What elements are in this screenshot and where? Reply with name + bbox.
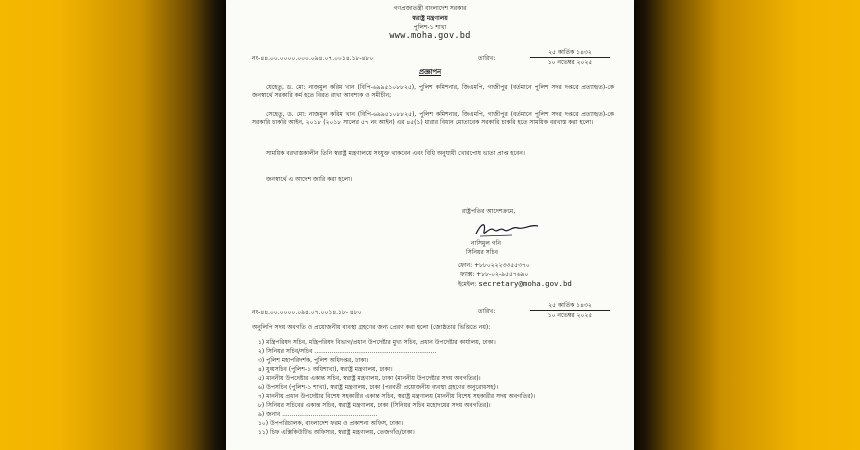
recipient-item: ৪) যুগ্মসচিব (পুলিশ-১ অধিশাখা), স্বরাষ্ট্র মন্ত্রণালয়, ঢাকা। <box>258 366 393 373</box>
signatory-designation: সিনিয়র সচিব <box>466 249 498 256</box>
copy-date-divider <box>530 310 610 311</box>
date-english: ১০ নভেম্বর ২০২৫ <box>547 59 593 66</box>
copy-memo-number: নং-৪৪.০০.০০০০.০৯৪.০৭.০০১৪.১৮- ৪৮০ <box>252 309 362 316</box>
recipient-item: ৭) মাননীয় প্রধান উপদেষ্টার বিশেষ সহকারীর একান্ত সচিব, স্বরাষ্ট্র মন্ত্রণালয় (মাননীয় বিশেষ সহকারীর সদয় অবগতির)। <box>258 393 536 400</box>
recipient-item: ৫) মাননীয় উপদেষ্টার একান্ত সচিব, স্বরাষ্ট্র মন্ত্রণালয়, ঢাকা (মাননীয় উপদেষ্টার সদয় অবগতির)। <box>258 375 481 382</box>
paragraph-public-interest: জনস্বার্থে এ আদেশ জারি করা হলো। <box>266 176 353 183</box>
copy-date-label: তারিখ: <box>478 308 496 315</box>
signatory-email: secretary@moha.gov.bd <box>478 279 572 288</box>
paragraph-allowance: সাময়িক বরখাস্তকালীন তিনি স্বরাষ্ট্র মন্ত্রণালয়ে সংযুক্ত থাকবেন এবং বিধি অনুযায়ী খোরপোষ ভাতা প্রাপ্ত হবেন। <box>266 150 525 157</box>
date-divider <box>530 57 610 58</box>
recipient-item: ৮) সিনিয়র সচিবের একান্ত সচিব, স্বরাষ্ট্র মন্ত্রণালয়, ঢাকা (সিনিয়র সচিব মহোদয়ের সদয় অবগতির)। <box>258 402 491 409</box>
recipient-item: ১০) উপপরিচালক, বাংলাদেশ ফরম ও প্রকাশনা অফিস, ঢাকা। <box>258 420 403 427</box>
recipient-item: ৯) জনাব .................................................. <box>258 411 378 418</box>
recipient-item: ৬) উপসচিব (পুলিশ-১ শাখা), স্বরাষ্ট্র মন্ত্রণালয়, ঢাকা (পরবর্তী প্রয়োজনীয় ব্যবস্থা গ্রহণের অনুরোধসহ)। <box>258 384 498 391</box>
signatory-name: নাসিমুল গনি <box>471 240 501 247</box>
signatory-fax: ফ্যাক্স: +৮৮-০২-৯৫৫৭৬৯০ <box>460 271 529 278</box>
date-label: তারিখ: <box>478 55 496 62</box>
signatory-phone: ফোন: +৮৮০২২২৩৩৫৫৩৭০ <box>458 262 530 269</box>
recipient-item: ২) সিনিয়র সচিব/সচিব ................................................................ <box>258 348 437 355</box>
paragraph-suspension: সেহেতু, ড. মো: নাজমুল করিম খান (বিপি-৬৯৯৫১০৮৮২৫), পুলিশ কমিশনার, জিএমপি, গাজীপুর (বর্তমানে পুলিশ সদর দপ্তরে প্রত্যাহৃত)-কে সরকারি চাকরি আইন, ২০১৮ (২০১৮ সালের ৫৭ নং আইন) এর ৪৫(১) ধারার বিধান মোতাবেক সরকারি চাকরি হতে সাময়িক বরখাস্ত করা হলো। <box>252 111 614 127</box>
date-bangla: ২৫ কার্তিক ১৪৩২ <box>548 49 592 56</box>
ministry-name: স্বরাষ্ট্র মন্ত্রণালয় <box>412 15 448 22</box>
notification-title: প্রজ্ঞাপন <box>418 68 442 76</box>
recipient-item: ৩) পুলিশ মহাপরিদর্শক, পুলিশ অধিদপ্তর, ঢাকা। <box>258 357 369 364</box>
memo-number: নং-৪৪.০০.০০০০.০০০.০৯৪.০৭.০০১৪.১৮-৪৮০ <box>252 55 374 62</box>
recipient-item: ১১) চিফ এক্সিকিউটিভ অফিসার, স্বরাষ্ট্র মন্ত্রণালয়, তেজগাঁও/ঢাকা। <box>258 429 415 436</box>
signature-scribble <box>472 218 542 240</box>
recipient-item: ১) মন্ত্রিপরিষদ সচিব, মন্ত্রিপরিষদ বিভাগ/প্রধান উপদেষ্টার মুখ্য সচিব, প্রধান উপদেষ্টার কার্যালয়, ঢাকা। <box>258 339 496 346</box>
website-url: www.moha.gov.bd <box>389 31 471 41</box>
government-name: গণপ্রজাতন্ত্রী বাংলাদেশ সরকার <box>393 5 467 12</box>
copy-date-english: ১০ নভেম্বর ২০২৫ <box>547 312 593 319</box>
email-label: ইমেইল: <box>458 281 477 288</box>
by-order-of-president: রাষ্ট্রপতির আদেশক্রমে, <box>462 208 516 215</box>
signatory-email-line <box>458 279 572 289</box>
copy-intro: অনুলিপি সদয় অবগতি ও প্রয়োজনীয় ব্যবস্থা গ্রহণের জন্য প্রেরণ করা হলো (জ্যেষ্ঠতার ভিত্তিতে নয়): <box>252 324 491 331</box>
copy-date-block <box>478 302 618 324</box>
copy-date-bangla: ২৫ কার্তিক ১৪৩২ <box>548 302 592 309</box>
paragraph-whereas: যেহেতু, ড. মো: নাজমুল করিম খান (বিপি-৬৯৯৫১০৮৮২৫), পুলিশ কমিশনার, জিএমপি, গাজীপুর (বর্তমানে পুলিশ সদর দপ্তরে প্রত্যাহৃত)-কে জনস্বার্থে সরকারি কর্ম হতে বিরত রাখা আবশ্যক ও সমীচীন; <box>252 84 614 100</box>
document-page <box>226 0 634 450</box>
section-name: পুলিশ-১ শাখা <box>413 24 447 31</box>
